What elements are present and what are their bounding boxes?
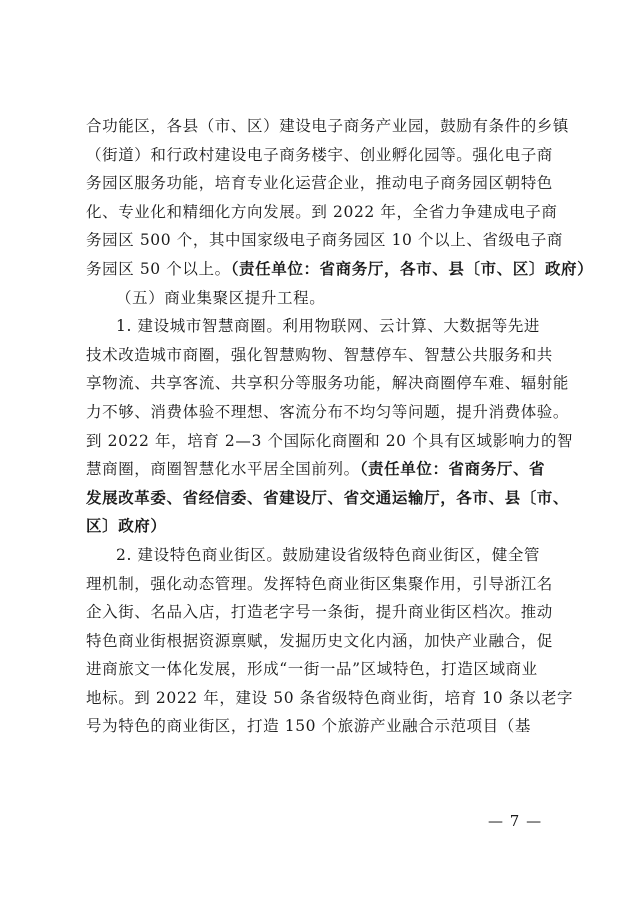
text-line: 技术改造城市商圈，强化智慧购物、智慧停车、智慧公共服务和共 (86, 345, 553, 364)
text-line: 到 2022 年，培育 2—3 个国际化商圈和 20 个具有区域影响力的智 (86, 431, 574, 450)
text-line: 企入街、名品入店，打造老字号一条街，提升商业街区档次。推动 (86, 603, 553, 622)
text-line: 力不够、消费体验不理想、客流分布不均匀等问题，提升消费体验。 (86, 402, 570, 421)
text-line: 1. 建设城市智慧商圈。利用物联网、云计算、大数据等先进 (116, 317, 541, 336)
responsibility-note: 发展改革委、省经信委、省建设厅、省交通运输厅，各市、县〔市、 (86, 487, 570, 507)
page-number: — 7 — (488, 812, 543, 830)
text-line: 进商旅文一体化发展，形成“一街一品”区域特色，打造区域商业 (86, 660, 538, 679)
text-line: 享物流、共享客流、共享积分等服务功能，解决商圈停车难、辐射能 (86, 374, 570, 393)
text-line (86, 255, 594, 284)
text-fragment: 慧商圈，商圈智慧化水平居全国前列。 (86, 460, 360, 479)
section-heading: （五）商业集聚区提升工程。 (116, 288, 326, 307)
text-line: 合功能区，各县（市、区）建设电子商务产业园，鼓励有条件的乡镇 (86, 117, 570, 135)
text-line: 化、专业化和精细化方向发展。到 2022 年，全省力争建成电子商 (86, 202, 558, 221)
text-line: 号为特色的商业街区，打造 150 个旅游产业融合示范项目（基 (86, 717, 531, 736)
text-line: 理机制，强化动态管理。发挥特色商业街区集聚作用，引导浙江名 (86, 574, 553, 593)
responsibility-note: 区〕政府） (86, 516, 167, 536)
responsibility-note: （责任单位：省商务厅，各市、县〔市、区〕政府） (230, 258, 594, 278)
responsibility-note: （责任单位：省商务厅、省 (359, 459, 546, 479)
text-line: 2. 建设特色商业街区。鼓励建设省级特色商业街区，健全管 (116, 545, 541, 564)
text-line (86, 455, 556, 484)
text-fragment: 务园区 50 个以上。 (86, 259, 231, 278)
document-body (86, 112, 594, 741)
text-line: 地标。到 2022 年，建设 50 条省级特色商业街，培育 10 条以老字 (86, 688, 574, 707)
text-line: 务园区服务功能，培育专业化运营企业，推动电子商务园区朝特色 (86, 174, 553, 193)
text-line: 特色商业街根据资源禀赋，发掘历史文化内涵，加快产业融合，促 (86, 631, 553, 650)
text-line: （街道）和行政村建设电子商务楼宇、创业孵化园等。强化电子商 (86, 145, 553, 164)
text-line: 务园区 500 个，其中国家级电子商务园区 10 个以上、省级电子商 (86, 231, 563, 250)
